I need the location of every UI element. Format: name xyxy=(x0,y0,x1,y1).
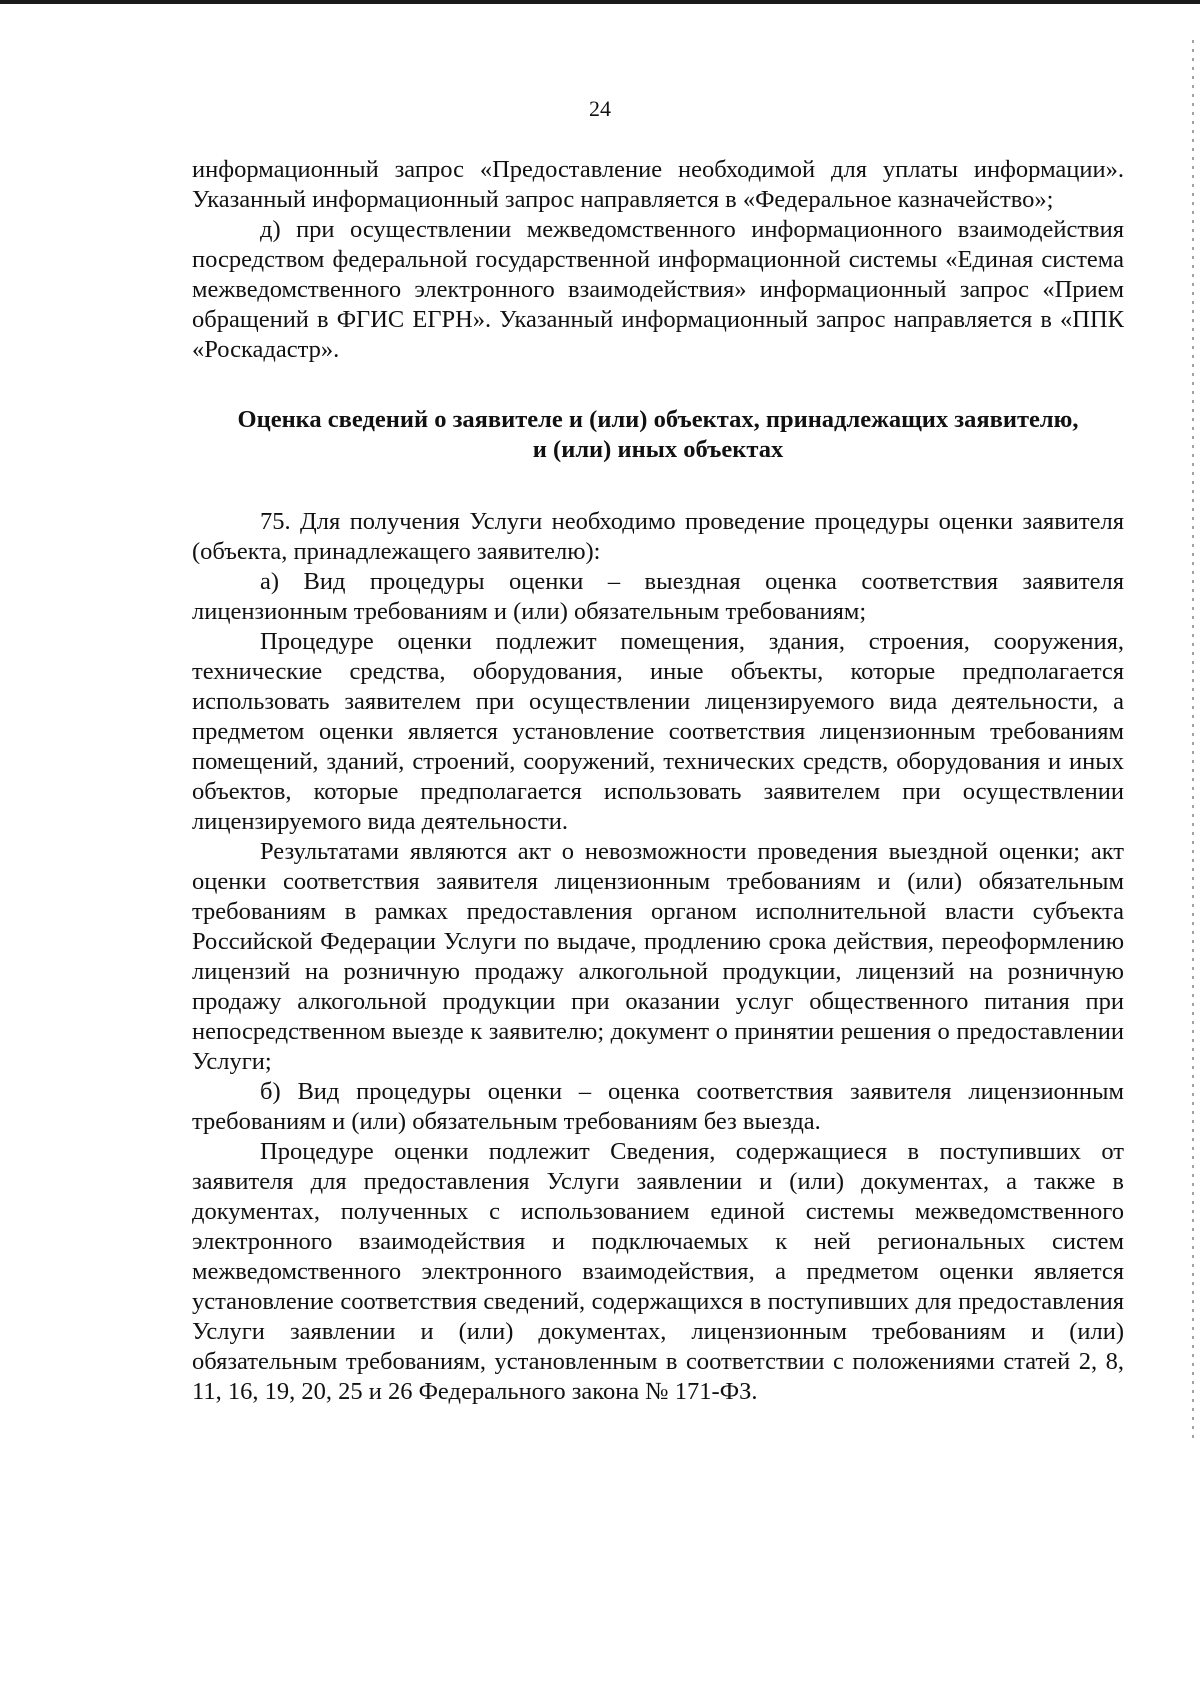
paragraph-continuation: информационный запрос «Предоставление необходимой для уплаты информации». Указанный информационный запрос направляется в «Федеральное казначейство»; xyxy=(192,156,1124,213)
scan-right-edge xyxy=(1192,40,1194,1440)
section-heading xyxy=(192,405,1124,465)
document-body xyxy=(192,155,1124,1407)
paragraph-item-a: а) Вид процедуры оценки – выездная оценка соответствия заявителя лицензионным требованиям и (или) обязательным требованиям; xyxy=(192,568,1124,625)
section-heading-line-2: и (или) иных объектах xyxy=(532,436,784,463)
paragraph-results: Результатами являются акт о невозможности проведения выездной оценки; акт оценки соответствия заявителя лицензионным требованиям и (или) обязательным требованиям в рамках предоставления органом исполнительной власти субъекта Российской Федерации Услуги по выдаче, продлению срока действия, переоформлению лицензий на розничную продажу алкогольной продукции, лицензий на розничную продажу алкогольной продукции при оказании услуг общественного питания при непосредственном выезде к заявителю; документ о принятии решения о предоставлении Услуги; xyxy=(192,838,1124,1075)
paragraph-75: 75. Для получения Услуги необходимо проведение процедуры оценки заявителя (объекта, принадлежащего заявителю): xyxy=(192,508,1124,565)
paragraph-item-b: б) Вид процедуры оценки – оценка соответствия заявителя лицензионным требованиям и (или) обязательным требованиям без выезда. xyxy=(192,1078,1124,1135)
scan-top-border xyxy=(0,0,1200,4)
paragraph-item-d: д) при осуществлении межведомственного информационного взаимодействия посредством федеральной государственной информационной системы «Единая система межведомственного электронного взаимодействия» информационный запрос «Прием обращений в ФГИС ЕГРН». Указанный информационный запрос направляется в «ППК «Роскадастр». xyxy=(192,216,1124,363)
page-number: 24 xyxy=(589,96,611,121)
section-heading-line-1: Оценка сведений о заявителе и (или) объектах, принадлежащих заявителю, xyxy=(237,406,1079,433)
paragraph-assessment-subject-remote: Процедуре оценки подлежит Сведения, содержащиеся в поступивших от заявителя для предоставления Услуги заявлении и (или) документах, а также в документах, полученных с использованием единой системы межведомственного электронного взаимодействия и подключаемых к ней региональных систем межведомственного электронного взаимодействия, а предметом оценки является установление соответствия сведений, содержащихся в поступивших для предоставления Услуги заявлении и (или) документах, лицензионным требованиям и (или) обязательным требованиям, установленным в соответствии с положениями статей 2, 8, 11, 16, 19, 20, 25 и 26 Федерального закона № 171-ФЗ. xyxy=(192,1138,1124,1405)
paragraph-assessment-subject-onsite: Процедуре оценки подлежит помещения, здания, строения, сооружения, технические средства, оборудования, иные объекты, которые предполагается использовать заявителем при осуществлении лицензируемого вида деятельности, а предметом оценки является установление соответствия лицензионным требованиям помещений, зданий, строений, сооружений, технических средств, оборудования и иных объектов, которые предполагается использовать заявителем при осуществлении лицензируемого вида деятельности. xyxy=(192,628,1124,835)
